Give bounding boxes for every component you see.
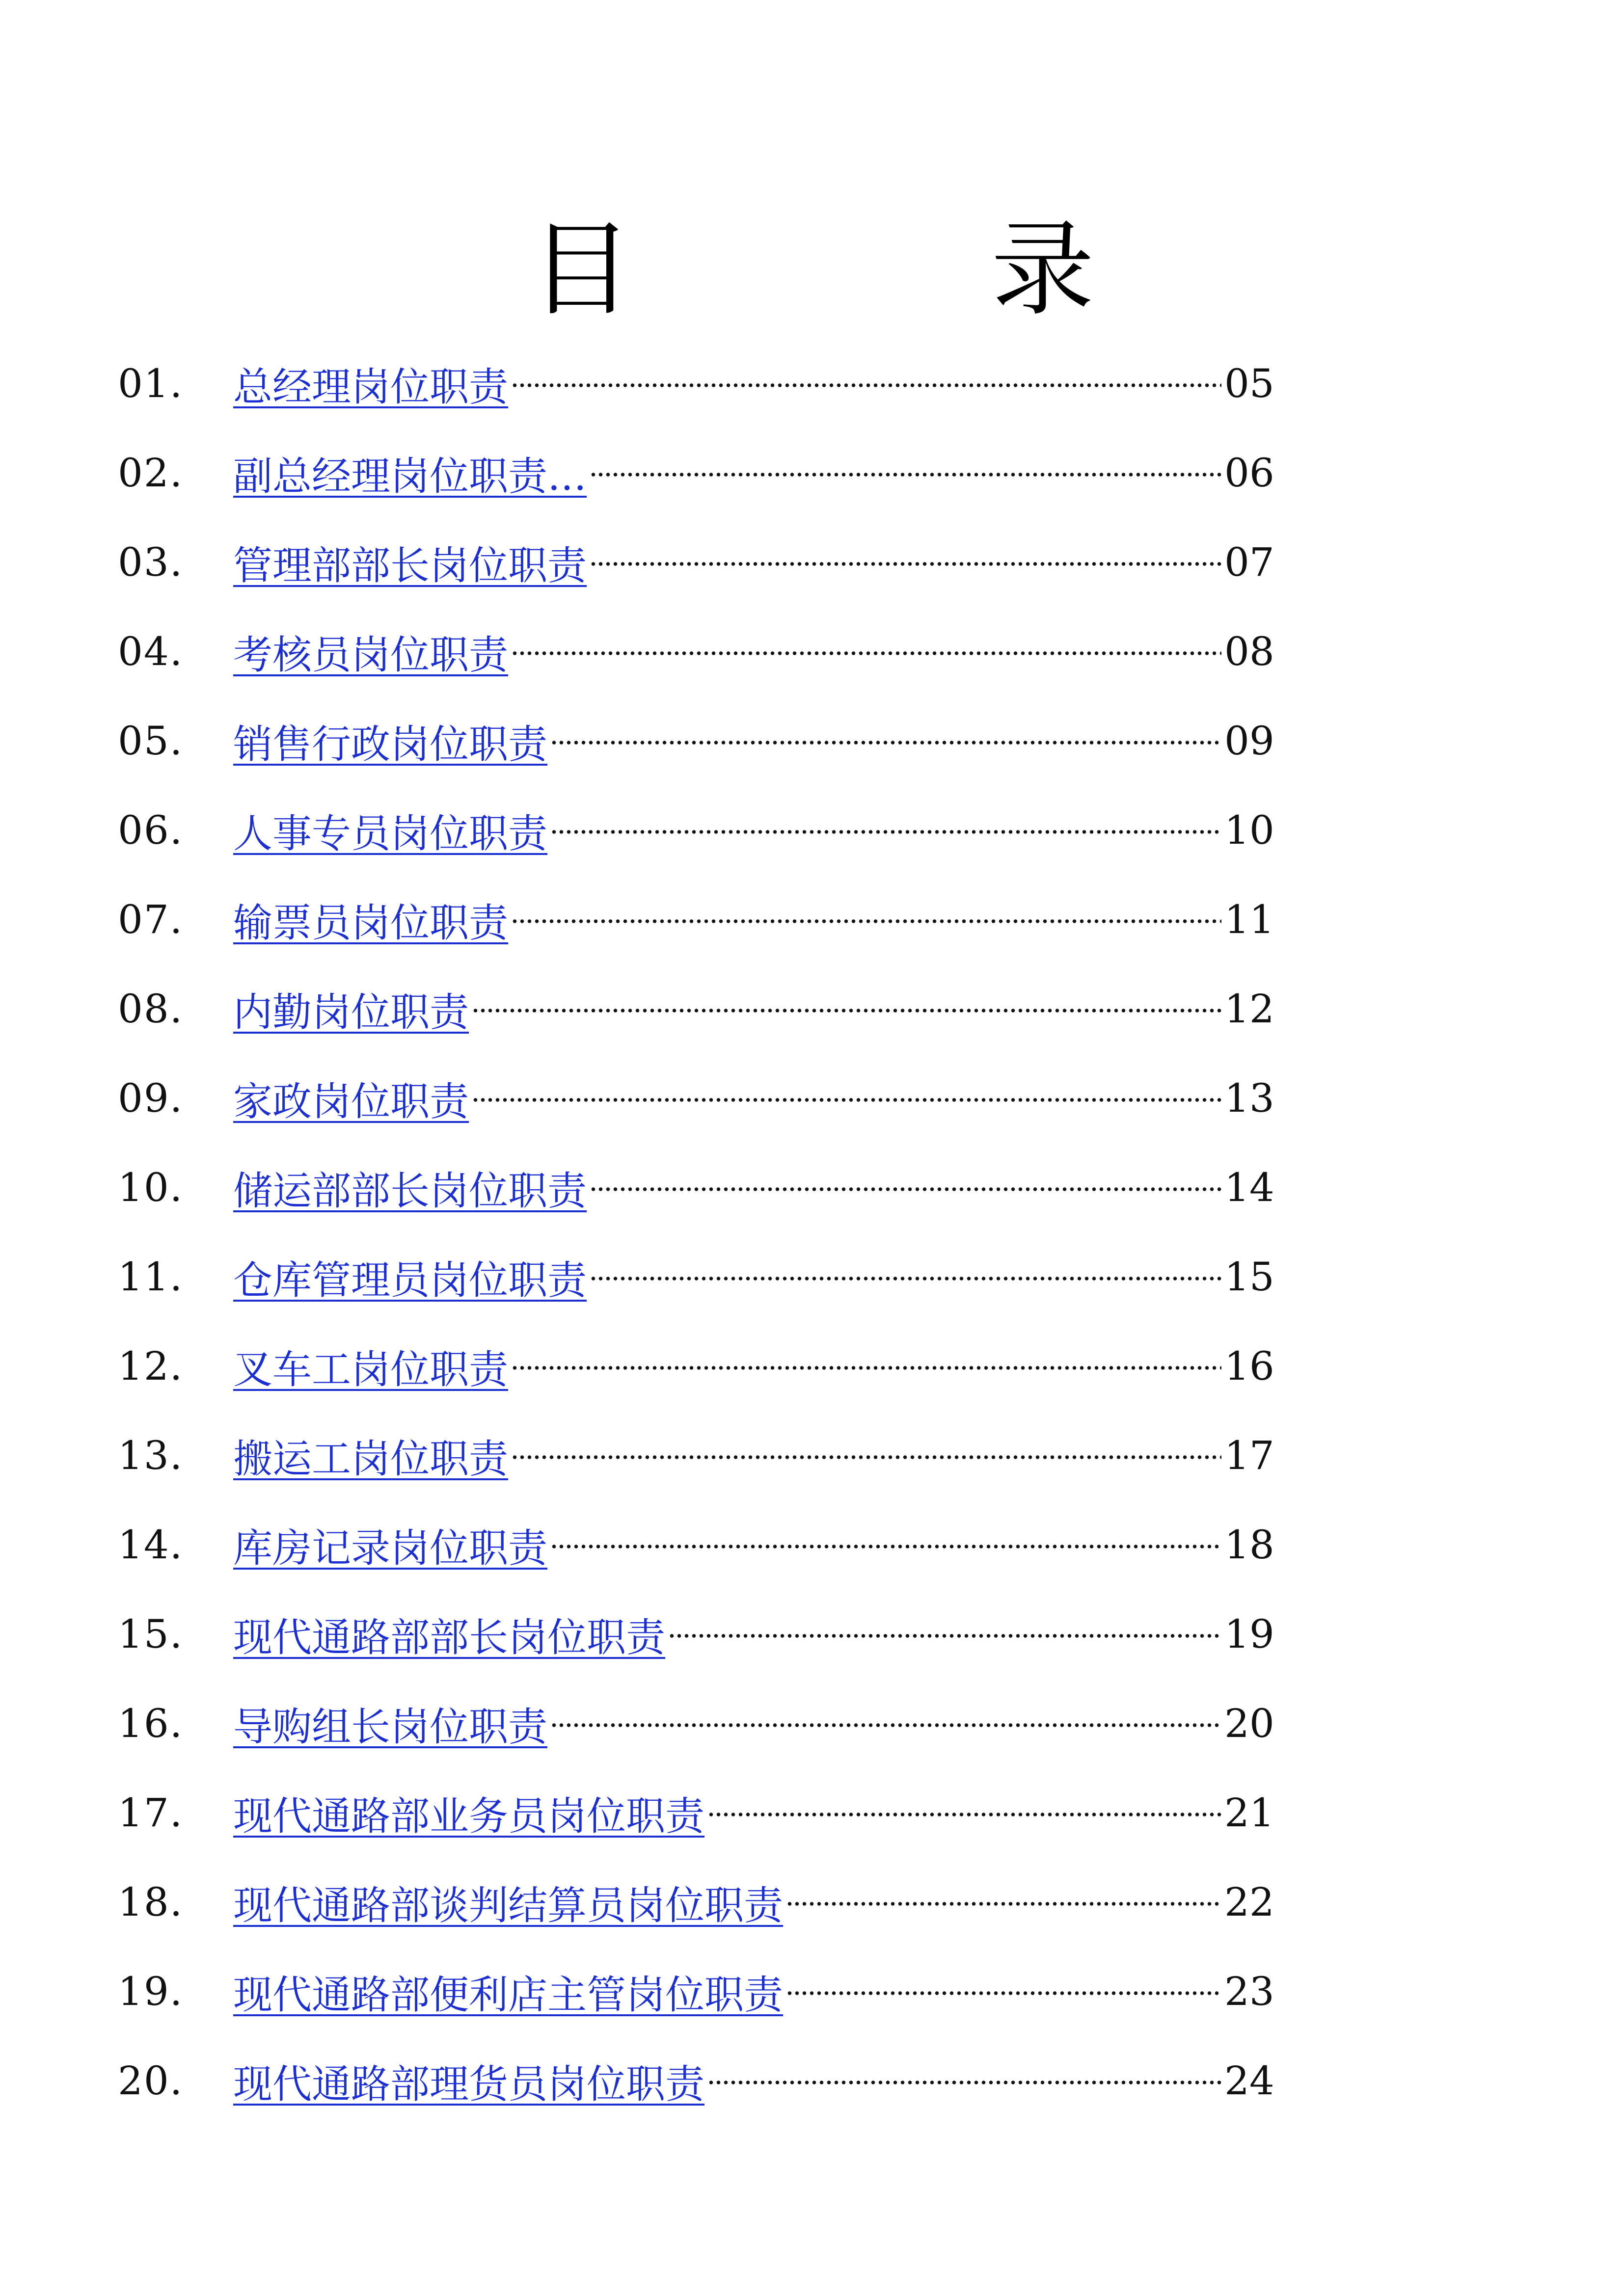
toc-entry-number: 16. [118, 1700, 184, 1746]
dot-leader [590, 562, 1221, 566]
toc-entry-link[interactable]: 考核员岗位职责 [233, 632, 508, 678]
toc-entry-page-number: 20 [1224, 1700, 1274, 1746]
toc-entry-number: 11. [118, 1254, 184, 1300]
toc-entry [118, 1143, 1274, 1232]
toc-entry-number: 05. [118, 718, 184, 764]
toc-entry-link[interactable]: 现代通路部部长岗位职责 [233, 1614, 665, 1660]
dot-leader [590, 1187, 1221, 1191]
toc-entry [118, 1768, 1274, 1857]
dot-leader [668, 1634, 1221, 1638]
toc-entry-number: 10. [118, 1164, 184, 1210]
toc-entry-page-number: 07 [1224, 539, 1274, 585]
toc-entry [118, 1589, 1274, 1679]
toc-entry-link[interactable]: 现代通路部谈判结算员岗位职责 [233, 1882, 783, 1928]
toc-entry-link[interactable]: 搬运工岗位职责 [233, 1436, 508, 1482]
toc-entry-number: 01. [118, 360, 184, 406]
dot-leader [511, 919, 1221, 923]
toc-entry-page-number: 19 [1224, 1611, 1274, 1657]
dot-leader [786, 1902, 1221, 1906]
toc-entry-page-number: 10 [1224, 807, 1274, 853]
toc-entry-number: 18. [118, 1879, 184, 1925]
toc-entry-link[interactable]: 管理部部长岗位职责 [233, 542, 587, 588]
toc-entry [118, 339, 1274, 428]
dot-leader [550, 741, 1221, 745]
dot-leader [472, 1098, 1221, 1102]
toc-entry-link[interactable]: 总经理岗位职责 [233, 364, 508, 410]
toc-entry-page-number: 23 [1224, 1968, 1274, 2014]
toc-entry [118, 428, 1274, 517]
toc-entry-number: 07. [118, 896, 184, 942]
toc-entry-link[interactable]: 现代通路部业务员岗位职责 [233, 1793, 704, 1839]
toc-entry-page-number: 14 [1224, 1164, 1274, 1210]
toc-entry-link[interactable]: 人事专员岗位职责 [233, 810, 547, 856]
toc-entry-page-number: 22 [1224, 1879, 1274, 1925]
toc-entry-number: 20. [118, 2057, 184, 2104]
toc-entry-page-number: 21 [1224, 1789, 1274, 1836]
toc-entry-link[interactable]: 储运部部长岗位职责 [233, 1168, 587, 1214]
toc-entry-page-number: 11 [1224, 896, 1274, 942]
toc-entry-link[interactable]: 现代通路部理货员岗位职责 [233, 2061, 704, 2107]
dot-leader [511, 383, 1221, 387]
dot-leader [707, 1813, 1221, 1816]
toc-entry-number: 08. [118, 986, 184, 1032]
toc-entry-link[interactable]: 现代通路部便利店主管岗位职责 [233, 1972, 783, 2018]
toc-entry-page-number: 09 [1224, 718, 1274, 764]
toc-entry-page-number: 05 [1224, 360, 1274, 406]
toc-entry-link[interactable]: 内勤岗位职责 [233, 989, 469, 1035]
toc-entry [118, 1321, 1274, 1411]
toc-entry [118, 1947, 1274, 2036]
toc-entry-link[interactable]: 输票员岗位职责 [233, 900, 508, 946]
toc-entry-number: 19. [118, 1968, 184, 2014]
toc-entry-number: 03. [118, 539, 184, 585]
toc-entry-number: 17. [118, 1789, 184, 1836]
toc-entry-number: 09. [118, 1075, 184, 1121]
toc-entry [118, 517, 1274, 607]
toc-entry-number: 15. [118, 1611, 184, 1657]
dot-leader [550, 1545, 1221, 1548]
toc-entry-number: 14. [118, 1522, 184, 1568]
toc-entry-page-number: 08 [1224, 628, 1274, 674]
toc-entry [118, 1411, 1274, 1500]
toc-entry-page-number: 18 [1224, 1522, 1274, 1568]
toc-entry [118, 2036, 1274, 2125]
toc-entry [118, 1232, 1274, 1321]
toc-entry [118, 1679, 1274, 1768]
toc-entry-number: 13. [118, 1432, 184, 1478]
page-title: 目 录 [529, 210, 1222, 330]
dot-leader [590, 1277, 1221, 1281]
toc-entry-link[interactable]: 导购组长岗位职责 [233, 1704, 547, 1750]
toc-entry-link[interactable]: 家政岗位职责 [233, 1078, 469, 1124]
toc-entry-page-number: 15 [1224, 1254, 1274, 1300]
toc-entry-link[interactable]: 副总经理岗位职责… [233, 453, 587, 499]
toc-entry-page-number: 12 [1224, 986, 1274, 1032]
toc-entry-page-number: 16 [1224, 1343, 1274, 1389]
toc-entry [118, 1500, 1274, 1589]
toc-entry-page-number: 13 [1224, 1075, 1274, 1121]
toc-entry-link[interactable]: 仓库管理员岗位职责 [233, 1257, 587, 1303]
toc-entry-link[interactable]: 销售行政岗位职责 [233, 721, 547, 767]
dot-leader [511, 651, 1221, 655]
toc-entry-page-number: 24 [1224, 2057, 1274, 2104]
toc-entry [118, 696, 1274, 785]
dot-leader [511, 1455, 1221, 1459]
dot-leader [707, 2081, 1221, 2084]
toc-entry [118, 875, 1274, 964]
dot-leader [472, 1009, 1221, 1013]
toc-entry-page-number: 17 [1224, 1432, 1274, 1478]
dot-leader [550, 1723, 1221, 1727]
dot-leader [786, 1991, 1221, 1995]
toc-entry [118, 964, 1274, 1053]
toc-entry-number: 06. [118, 807, 184, 853]
toc-entry-number: 02. [118, 450, 184, 496]
dot-leader [590, 473, 1221, 477]
toc-entry [118, 1053, 1274, 1143]
toc-entry [118, 607, 1274, 696]
toc-entry [118, 1857, 1274, 1947]
table-of-contents [118, 339, 1274, 2125]
toc-entry-page-number: 06 [1224, 450, 1274, 496]
toc-entry-link[interactable]: 库房记录岗位职责 [233, 1525, 547, 1571]
toc-entry-link[interactable]: 叉车工岗位职责 [233, 1346, 508, 1392]
dot-leader [511, 1366, 1221, 1370]
toc-entry [118, 785, 1274, 875]
toc-entry-number: 12. [118, 1343, 184, 1389]
toc-entry-number: 04. [118, 628, 184, 674]
dot-leader [550, 830, 1221, 834]
